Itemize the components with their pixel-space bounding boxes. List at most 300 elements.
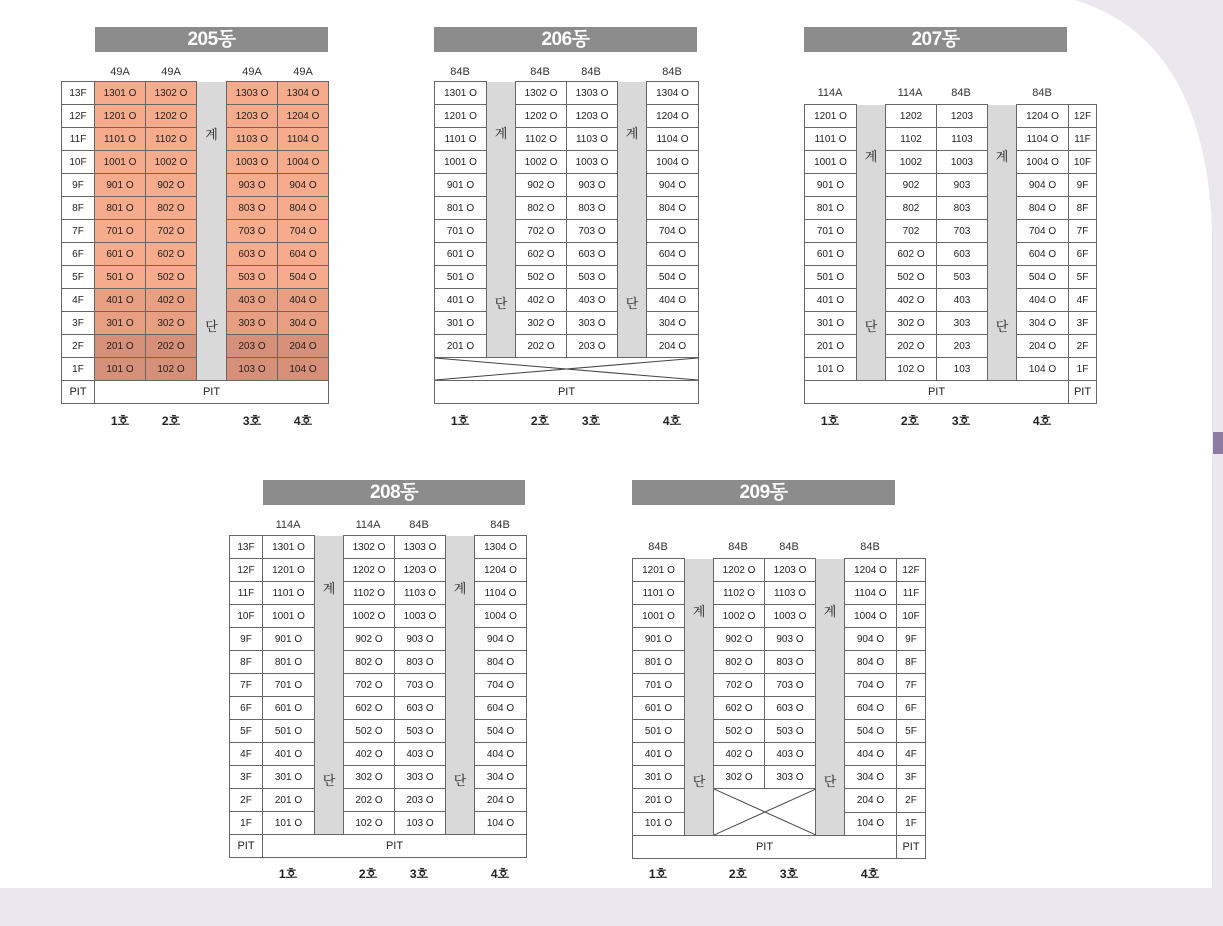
unit-cell: 504 O [845, 720, 897, 743]
floor-row [633, 605, 926, 628]
unit-type: 84B [779, 541, 799, 553]
unit-cell: 802 [886, 197, 937, 220]
pit-row [633, 836, 926, 859]
floor-row [230, 559, 527, 582]
unit-cell: 1003 O [227, 151, 278, 174]
unit-cell: 103 O [227, 358, 278, 381]
unit-cell: 1103 O [227, 128, 278, 151]
unit-cell: 401 O [435, 289, 487, 312]
stairwell [857, 105, 886, 381]
unit-cell: 804 O [1017, 197, 1069, 220]
unit-cell: 703 O [395, 674, 446, 697]
unit-cell: 802 O [714, 651, 765, 674]
unit-cell: 701 O [95, 220, 146, 243]
unit-cell: 901 O [95, 174, 146, 197]
unit-cell: 1103 O [765, 582, 816, 605]
unit-cell: 704 O [278, 220, 329, 243]
unit-cell: 501 O [263, 720, 315, 743]
unit-cell: 1101 O [805, 128, 857, 151]
unit-cell: 604 O [475, 697, 527, 720]
unit-cell: 1204 O [1017, 105, 1069, 128]
unit-cell: 1002 O [146, 151, 197, 174]
unit-cell: 301 O [263, 766, 315, 789]
unit-cell: 503 O [395, 720, 446, 743]
unit-cell: 603 O [567, 243, 618, 266]
floor-label: 3F [230, 766, 263, 789]
floor-label: 5F [230, 720, 263, 743]
unit-cell: 1303 O [395, 536, 446, 559]
unit-cell: 303 O [395, 766, 446, 789]
unit-cell: 1104 O [475, 582, 527, 605]
floor-row [633, 674, 926, 697]
unit-cell: 703 O [567, 220, 618, 243]
unit-cell: 1201 O [633, 559, 685, 582]
pit-label: PIT [633, 836, 897, 859]
unit-cell: 104 O [1017, 358, 1069, 381]
unit-cell: 1202 [886, 105, 937, 128]
unit-cell: 803 O [227, 197, 278, 220]
unit-cell: 102 O [886, 358, 937, 381]
floor-row [633, 651, 926, 674]
floor-label: 1F [897, 812, 926, 836]
unit-cell: 403 O [765, 743, 816, 766]
unit-cell: 1003 O [395, 605, 446, 628]
unit-cell: 404 O [1017, 289, 1069, 312]
unit-cell: 603 O [765, 697, 816, 720]
floor-label: 7F [230, 674, 263, 697]
floor-row [230, 674, 527, 697]
ho-label: 2호 [728, 867, 748, 881]
stairwell [988, 105, 1017, 381]
ho-label: 2호 [530, 414, 550, 428]
unit-cell: 104 O [475, 812, 527, 835]
unit-cell: 201 O [95, 335, 146, 358]
unit-cell: 802 O [146, 197, 197, 220]
stairwell [315, 536, 344, 835]
unit-cell: 1101 O [263, 582, 315, 605]
unit-cell: 201 O [263, 789, 315, 812]
floor-label: 6F [62, 243, 95, 266]
unit-cell: 402 O [344, 743, 395, 766]
floor-label: 9F [230, 628, 263, 651]
unit-cell: 401 O [95, 289, 146, 312]
unit-cell: 1103 O [567, 128, 618, 151]
floor-plan-grid [434, 81, 699, 404]
building-title: 206동 [434, 27, 697, 52]
floor-label: 12F [62, 105, 95, 128]
unit-cell: 104 O [278, 358, 329, 381]
unit-cell: 901 O [435, 174, 487, 197]
unit-cell: 701 O [805, 220, 857, 243]
floor-row [62, 220, 329, 243]
unit-type: 84B [450, 66, 470, 78]
unit-cell: 1103 O [395, 582, 446, 605]
pit-row [435, 381, 699, 404]
unit-cell: 604 O [845, 697, 897, 720]
floor-label: 10F [1069, 151, 1097, 174]
unit-cell: 703 [937, 220, 988, 243]
unit-cell: 904 O [845, 628, 897, 651]
floor-row [805, 312, 1097, 335]
floor-label: 10F [62, 151, 95, 174]
unit-cell: 402 O [516, 289, 567, 312]
pit-label: PIT [805, 381, 1069, 404]
unit-cell: 102 O [344, 812, 395, 835]
stair-char: 계 [692, 603, 706, 619]
stair-char: 단 [995, 319, 1009, 335]
unit-cell: 602 O [516, 243, 567, 266]
floor-label: 8F [1069, 197, 1097, 220]
unit-cell: 1002 O [516, 151, 567, 174]
floor-row [805, 128, 1097, 151]
unit-cell: 301 O [95, 312, 146, 335]
floor-row [633, 559, 926, 582]
unit-cell: 302 O [516, 312, 567, 335]
floor-label: 6F [230, 697, 263, 720]
unit-cell: 203 O [395, 789, 446, 812]
floor-label: 8F [897, 651, 926, 674]
floor-row [62, 197, 329, 220]
unit-cell: 1002 O [344, 605, 395, 628]
floor-row [230, 766, 527, 789]
floor-row [230, 697, 527, 720]
unit-cell: 1203 O [227, 105, 278, 128]
ho-label: 3호 [242, 414, 262, 428]
unit-cell: 202 O [344, 789, 395, 812]
pit-row [805, 381, 1097, 404]
unit-cell: 204 O [1017, 335, 1069, 358]
unit-cell: 304 O [1017, 312, 1069, 335]
unit-cell: 804 O [278, 197, 329, 220]
unit-cell: 601 O [95, 243, 146, 266]
unit-cell: 1003 [937, 151, 988, 174]
ho-label: 4호 [490, 867, 510, 881]
unit-type: 84B [728, 541, 748, 553]
unit-cell: 504 O [647, 266, 699, 289]
floor-row [805, 151, 1097, 174]
unit-cell: 301 O [435, 312, 487, 335]
unit-cell: 404 O [845, 743, 897, 766]
unit-cell: 1204 O [845, 559, 897, 582]
floor-label: 6F [1069, 243, 1097, 266]
unit-cell: 1303 O [567, 82, 618, 105]
unit-cell: 901 O [805, 174, 857, 197]
floor-row [633, 766, 926, 789]
unit-cell: 701 O [435, 220, 487, 243]
floor-row [62, 358, 329, 381]
unit-cell: 1104 O [845, 582, 897, 605]
unit-cell: 802 O [516, 197, 567, 220]
floor-label: 4F [897, 743, 926, 766]
unit-type: 84B [530, 66, 550, 78]
unit-cell: 801 O [805, 197, 857, 220]
floor-row [230, 743, 527, 766]
ho-label: 3호 [779, 867, 799, 881]
ho-label: 1호 [278, 867, 298, 881]
unit-cell: 801 O [95, 197, 146, 220]
unit-cell: 304 O [647, 312, 699, 335]
floor-plan-grid [632, 558, 926, 859]
unit-cell: 403 O [395, 743, 446, 766]
ho-label-row [0, 865, 1000, 881]
unit-cell: 503 O [765, 720, 816, 743]
unit-cell: 1302 O [344, 536, 395, 559]
floor-row [805, 266, 1097, 289]
floor-label: 1F [1069, 358, 1097, 381]
unit-cell: 604 O [647, 243, 699, 266]
floor-row [435, 220, 699, 243]
unit-cell: 503 O [227, 266, 278, 289]
stairwell [816, 559, 845, 836]
unit-cell: 502 O [714, 720, 765, 743]
stair-char: 계 [864, 149, 878, 165]
floor-row [230, 789, 527, 812]
side-tab-marker [1213, 432, 1223, 454]
unit-cell: 904 O [647, 174, 699, 197]
floor-row [62, 335, 329, 358]
unit-cell: 503 [937, 266, 988, 289]
unit-cell: 1004 O [475, 605, 527, 628]
unit-cell: 1102 O [714, 582, 765, 605]
unit-cell: 302 O [886, 312, 937, 335]
unit-cell: 704 O [845, 674, 897, 697]
unit-type: 49A [161, 66, 181, 78]
unit-cell: 503 O [567, 266, 618, 289]
unit-cell: 1202 O [344, 559, 395, 582]
stair-char: 단 [453, 772, 467, 788]
unit-type: 84B [860, 541, 880, 553]
floor-row [805, 243, 1097, 266]
unit-cell: 301 O [633, 766, 685, 789]
unit-cell: 104 O [845, 812, 897, 836]
stair-char: 단 [205, 318, 218, 334]
floor-label: 4F [62, 289, 95, 312]
floor-label: 4F [230, 743, 263, 766]
pit-label: PIT [435, 381, 699, 404]
unit-cell: 1102 O [344, 582, 395, 605]
floor-row [435, 174, 699, 197]
unit-cell: 302 O [344, 766, 395, 789]
stairwell [446, 536, 475, 835]
unit-cell: 1004 O [647, 151, 699, 174]
floor-row [633, 789, 926, 813]
unit-cell: 702 O [146, 220, 197, 243]
unit-cell: 1303 O [227, 82, 278, 105]
floor-label: 9F [62, 174, 95, 197]
floor-row [805, 335, 1097, 358]
unit-cell: 404 O [647, 289, 699, 312]
unit-cell: 904 O [475, 628, 527, 651]
unit-cell: 602 O [886, 243, 937, 266]
floor-row [230, 605, 527, 628]
unit-cell: 703 O [765, 674, 816, 697]
unit-cell: 204 O [647, 335, 699, 358]
floor-row [230, 812, 527, 835]
stairwell [618, 82, 647, 358]
unit-cell: 1204 O [647, 105, 699, 128]
unit-cell: 402 O [146, 289, 197, 312]
floor-label: 5F [1069, 266, 1097, 289]
unit-cell: 101 O [263, 812, 315, 835]
unit-cell: 1304 O [475, 536, 527, 559]
unit-cell: 1203 O [567, 105, 618, 128]
floor-label: 13F [62, 82, 95, 105]
unit-cell: 1104 O [1017, 128, 1069, 151]
unit-cell: 1003 O [765, 605, 816, 628]
stair-char: 단 [625, 296, 639, 312]
stairwell [197, 82, 227, 381]
unit-cell: 801 O [435, 197, 487, 220]
unit-cell: 501 O [95, 266, 146, 289]
ho-label: 3호 [409, 867, 429, 881]
stair-char: 단 [692, 773, 706, 789]
unit-cell: 703 O [227, 220, 278, 243]
unit-cell: 1304 O [647, 82, 699, 105]
unit-cell: 1102 O [516, 128, 567, 151]
floor-row [633, 628, 926, 651]
unit-cell: 903 O [227, 174, 278, 197]
unit-cell: 702 O [714, 674, 765, 697]
floor-label: 9F [897, 628, 926, 651]
unit-cell: 201 O [435, 335, 487, 358]
unit-cell: 604 O [1017, 243, 1069, 266]
unit-cell: 1201 O [435, 105, 487, 128]
unit-cell: 501 O [805, 266, 857, 289]
unit-cell: 1201 O [95, 105, 146, 128]
unit-cell: 702 O [516, 220, 567, 243]
void-row [435, 358, 699, 381]
unit-cell: 903 [937, 174, 988, 197]
floor-row [805, 289, 1097, 312]
unit-cell: 302 O [146, 312, 197, 335]
unit-cell: 201 O [633, 789, 685, 813]
floor-row [435, 243, 699, 266]
unit-cell: 102 O [146, 358, 197, 381]
pit-row [62, 381, 329, 404]
unit-cell: 203 [937, 335, 988, 358]
unit-cell: 1001 O [805, 151, 857, 174]
unit-cell: 803 O [395, 651, 446, 674]
unit-cell: 1101 O [95, 128, 146, 151]
floor-row [805, 220, 1097, 243]
unit-cell: 702 O [344, 674, 395, 697]
unit-cell: 1001 O [633, 605, 685, 628]
unit-cell: 504 O [278, 266, 329, 289]
unit-cell: 203 O [567, 335, 618, 358]
unit-cell: 304 O [475, 766, 527, 789]
floor-label: 11F [230, 582, 263, 605]
pit-label-right: PIT [897, 836, 926, 859]
unit-cell: 404 O [278, 289, 329, 312]
unit-cell: 1202 O [146, 105, 197, 128]
unit-cell: 1304 O [278, 82, 329, 105]
floor-row [435, 128, 699, 151]
ho-label: 1호 [110, 414, 130, 428]
unit-cell: 303 O [567, 312, 618, 335]
unit-cell: 501 O [633, 720, 685, 743]
floor-label: 6F [897, 697, 926, 720]
floor-row [435, 151, 699, 174]
unit-cell: 701 O [633, 674, 685, 697]
ho-label: 2호 [161, 414, 181, 428]
floor-plan-grid [61, 81, 329, 404]
ho-label: 1호 [450, 414, 470, 428]
unit-cell: 901 O [263, 628, 315, 651]
stairwell [487, 82, 516, 358]
unit-cell: 1101 O [435, 128, 487, 151]
unit-cell: 401 O [633, 743, 685, 766]
unit-cell: 403 O [567, 289, 618, 312]
floor-label: 12F [897, 559, 926, 582]
unit-cell: 803 O [567, 197, 618, 220]
floor-label: 3F [897, 766, 926, 789]
floor-label: 10F [230, 605, 263, 628]
unit-cell: 101 O [633, 812, 685, 836]
unit-cell: 902 O [146, 174, 197, 197]
floor-label: 2F [62, 335, 95, 358]
unit-cell: 504 O [475, 720, 527, 743]
unit-cell: 1001 O [263, 605, 315, 628]
floor-label: 5F [62, 266, 95, 289]
floor-row [805, 105, 1097, 128]
unit-cell: 804 O [475, 651, 527, 674]
unit-type: 84B [951, 87, 971, 99]
floor-label: 8F [62, 197, 95, 220]
unit-cell: 202 O [886, 335, 937, 358]
unit-cell: 1202 O [714, 559, 765, 582]
unit-cell: 1004 O [278, 151, 329, 174]
unit-cell: 903 O [567, 174, 618, 197]
unit-cell: 902 O [714, 628, 765, 651]
unit-type: 84B [648, 541, 668, 553]
floor-row [62, 151, 329, 174]
unit-cell: 502 O [344, 720, 395, 743]
unit-cell: 101 O [95, 358, 146, 381]
unit-cell: 303 O [227, 312, 278, 335]
unit-cell: 402 O [886, 289, 937, 312]
ho-label: 4호 [662, 414, 682, 428]
unit-cell: 301 O [805, 312, 857, 335]
unit-cell: 304 O [278, 312, 329, 335]
building-title: 207동 [804, 27, 1067, 52]
unit-cell: 1201 O [263, 559, 315, 582]
floor-label: 2F [897, 789, 926, 813]
unit-cell: 603 O [227, 243, 278, 266]
floor-row [230, 651, 527, 674]
floor-row [230, 582, 527, 605]
floor-row [230, 720, 527, 743]
unit-cell: 403 [937, 289, 988, 312]
floor-row [805, 197, 1097, 220]
unit-cell: 1002 O [714, 605, 765, 628]
floor-row [435, 312, 699, 335]
unit-cell: 202 O [516, 335, 567, 358]
stair-char: 계 [823, 603, 837, 619]
floor-label: 11F [897, 582, 926, 605]
ho-label: 3호 [951, 414, 971, 428]
unit-cell: 1003 O [567, 151, 618, 174]
floor-row [62, 266, 329, 289]
unit-cell: 1204 O [475, 559, 527, 582]
unit-cell: 702 [886, 220, 937, 243]
unit-cell: 1104 O [647, 128, 699, 151]
floor-row [62, 312, 329, 335]
unit-cell: 401 O [805, 289, 857, 312]
unit-cell: 902 O [516, 174, 567, 197]
unit-type: 84B [581, 66, 601, 78]
unit-cell: 1002 [886, 151, 937, 174]
floor-row [435, 266, 699, 289]
